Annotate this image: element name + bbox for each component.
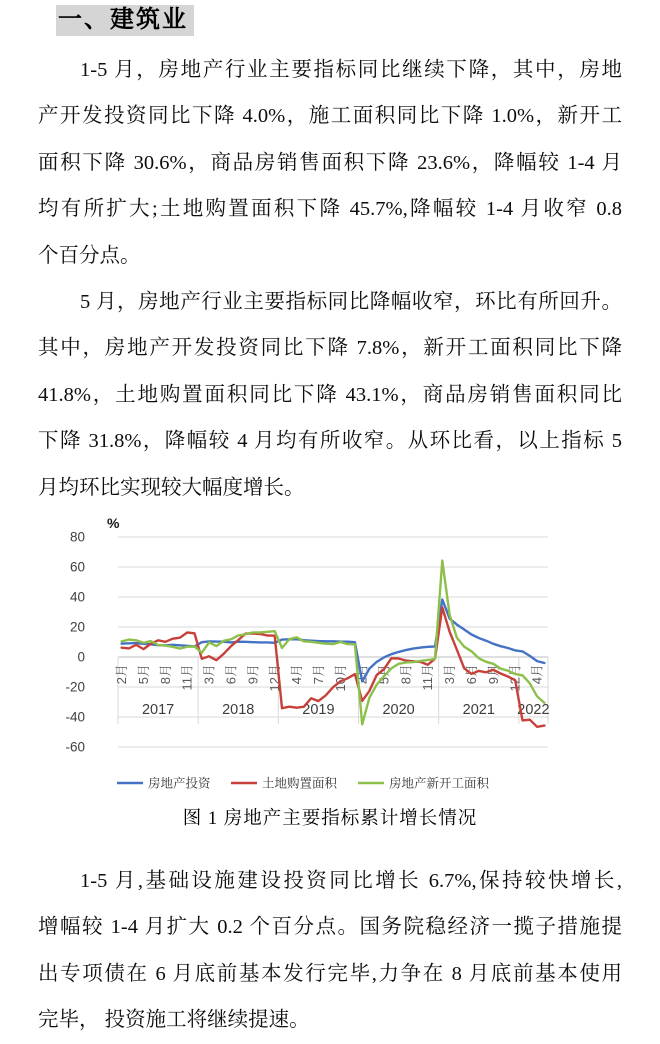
y-tick-label: 20	[69, 619, 85, 635]
paragraph-1	[38, 47, 622, 279]
legend-label-2: 房地产新开工面积	[389, 776, 490, 791]
figure-chart	[55, 513, 555, 805]
text-line: 月均环比实现较大幅度增长。	[38, 476, 305, 499]
legend-label-0: 房地产投资	[148, 776, 211, 791]
text-line: 面积下降 30.6%，商品房销售面积下降 23.6%，降幅较 1-4 月	[38, 151, 622, 174]
y-tick-label: 40	[69, 589, 85, 605]
x-tick-label: 12月	[507, 664, 523, 692]
x-tick-label: 12月	[267, 664, 283, 692]
text-line: 下降 31.8%，降幅较 4 月均有所收窄。从环比看，以上指标 5	[38, 430, 622, 453]
text-line: 出专项债在 6 月底前基本发行完毕,力争在 8 月底前基本使用	[38, 962, 622, 985]
x-tick-label: 11月	[179, 664, 195, 691]
x-tick-label: 9月	[245, 664, 261, 685]
text-line: 产开发投资同比下降 4.0%，施工面积同比下降 1.0%，新开工	[38, 105, 622, 128]
figure-chart-svg	[55, 513, 555, 805]
section-heading: 一、建筑业	[56, 5, 194, 36]
x-tick-label: 5月	[376, 664, 392, 685]
x-year-label: 2017	[141, 702, 175, 718]
x-tick-label: 10月	[332, 664, 348, 692]
y-tick-label: 60	[69, 559, 85, 575]
text-line: 增幅较 1-4 月扩大 0.2 个百分点。国务院稳经济一揽子措施提	[38, 916, 622, 939]
y-tick-label: -60	[65, 739, 85, 755]
x-tick-label: 4月	[289, 664, 305, 685]
y-axis-unit-label: %	[107, 515, 120, 531]
x-year-label: 2022	[517, 702, 550, 718]
paragraph-2	[38, 279, 622, 511]
legend-label-1: 土地购置面积	[262, 776, 338, 791]
paragraph-3	[38, 858, 622, 1044]
text-line: 1-5 月,基础设施建设投资同比增长 6.7%,保持较快增长,	[80, 870, 622, 892]
x-tick-label: 11月	[420, 664, 436, 691]
x-year-label: 2020	[382, 702, 415, 718]
text-line: 1-5 月，房地产行业主要指标同比继续下降，其中，房地	[80, 59, 622, 81]
x-tick-label: 3月	[201, 664, 217, 685]
x-tick-label: 4月	[529, 664, 545, 685]
text-line: 均有所扩大;土地购置面积下降 45.7%,降幅较 1-4 月收窄 0.8	[38, 198, 622, 221]
x-tick-label: 9月	[485, 664, 501, 685]
text-line: 5 月，房地产行业主要指标同比降幅收窄，环比有所回升。	[80, 291, 622, 313]
x-tick-label: 8月	[157, 664, 173, 685]
x-year-label: 2021	[462, 702, 495, 718]
x-tick-label: 6月	[223, 664, 239, 685]
text-line: 41.8%，土地购置面积同比下降 43.1%，商品房销售面积同比	[38, 383, 622, 406]
y-tick-label: 80	[69, 529, 85, 545]
x-tick-label: 8月	[398, 664, 414, 685]
figure-caption: 图 1 房地产主要指标累计增长情况	[182, 809, 478, 829]
x-tick-label: 6月	[463, 664, 479, 685]
x-tick-label: 2月	[354, 664, 370, 685]
text-line: 完毕， 投资施工将继续提速。	[38, 1009, 310, 1032]
text-line: 其中，房地产开发投资同比下降 7.8%，新开工面积同比下降	[38, 337, 622, 360]
text-line: 个百分点。	[38, 244, 141, 267]
x-year-label: 2019	[302, 702, 335, 718]
x-tick-label: 2月	[114, 664, 130, 685]
x-tick-label: 5月	[136, 664, 152, 685]
x-year-label: 2018	[222, 702, 255, 718]
y-tick-label: 0	[77, 649, 85, 665]
y-tick-label: -40	[65, 709, 85, 725]
y-tick-label: -20	[65, 679, 85, 695]
x-tick-label: 7月	[310, 664, 326, 685]
x-tick-label: 3月	[442, 664, 458, 685]
